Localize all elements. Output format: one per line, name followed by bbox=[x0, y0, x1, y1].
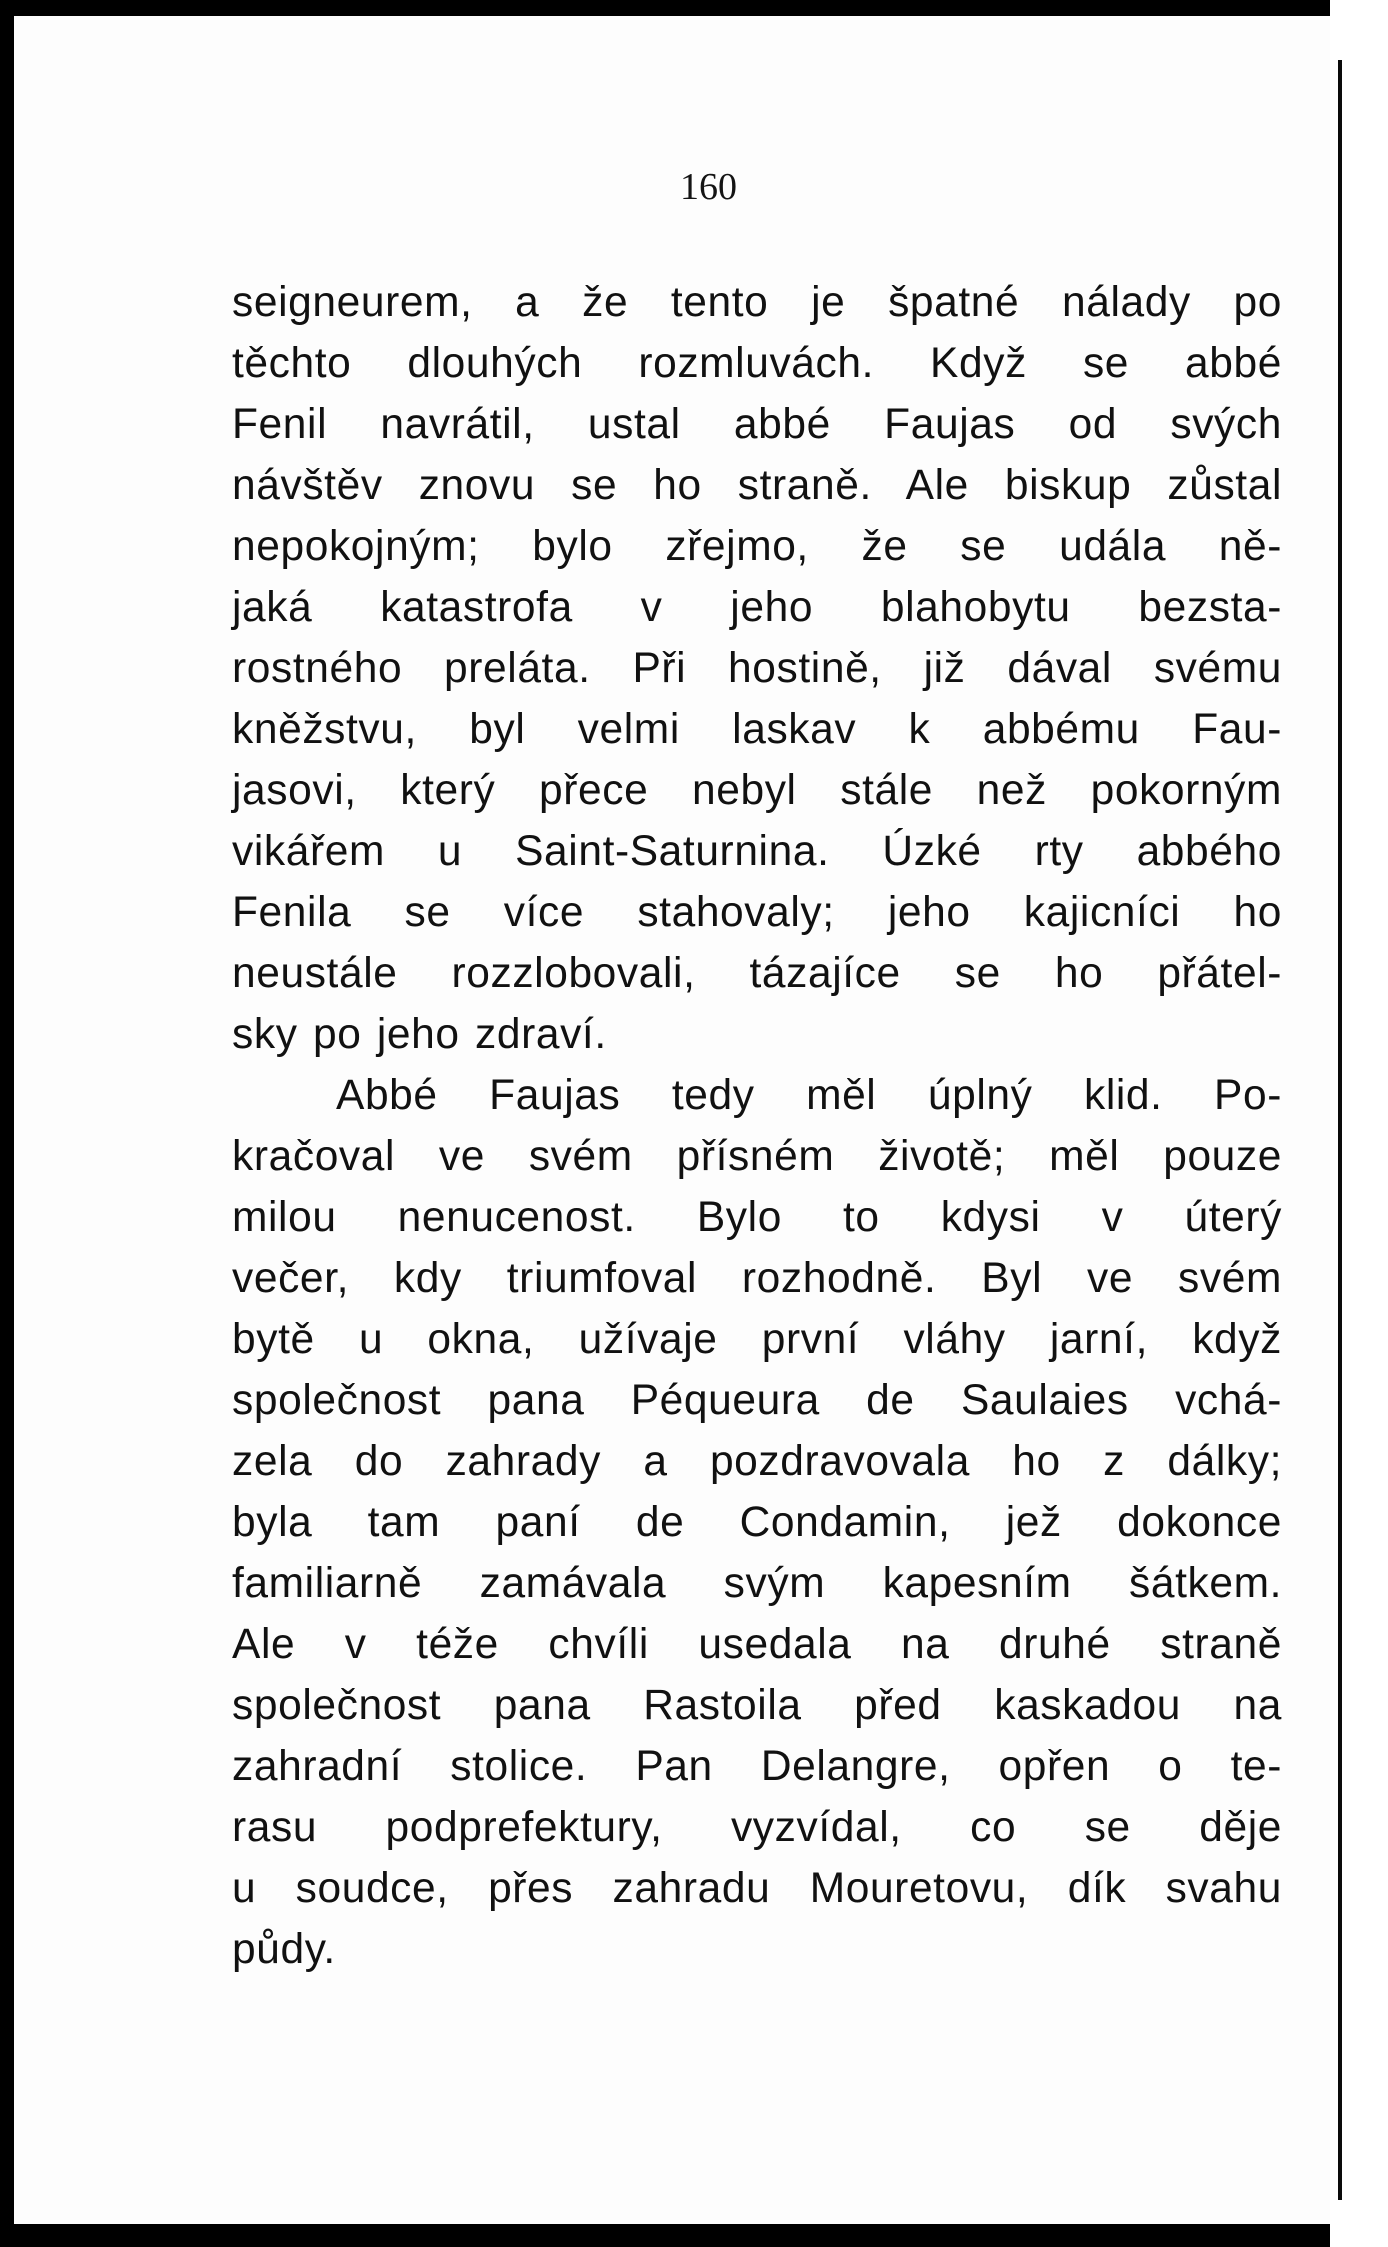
text-line: u soudce, přes zahradu Mouretovu, dík svahu bbox=[232, 1865, 1282, 1912]
text-line: zahradní stolice. Pan Delangre, opřen o te- bbox=[232, 1743, 1282, 1790]
page-number: 160 bbox=[680, 166, 737, 208]
text-line: jasovi, který přece nebyl stále než pokorným bbox=[232, 767, 1282, 814]
text-line: jaká katastrofa v jeho blahobytu bezsta- bbox=[232, 584, 1282, 631]
text-line: zela do zahrady a pozdravovala ho z dálky; bbox=[232, 1438, 1282, 1485]
text-line: kračoval ve svém přísném životě; měl pouze bbox=[232, 1133, 1282, 1180]
text-line: rostného preláta. Při hostině, již dával svému bbox=[232, 645, 1282, 692]
text-line: neustále rozzlobovali, tázajíce se ho přátel- bbox=[232, 950, 1282, 997]
text-line: vikářem u Saint-Saturnina. Úzké rty abbého bbox=[232, 828, 1282, 875]
text-line: Fenil navrátil, ustal abbé Faujas od svých bbox=[232, 401, 1282, 448]
text-line: návštěv znovu se ho straně. Ale biskup zůstal bbox=[232, 462, 1282, 509]
text-line: společnost pana Rastoila před kaskadou na bbox=[232, 1682, 1282, 1729]
text-line: těchto dlouhých rozmluvách. Když se abbé bbox=[232, 340, 1282, 387]
text-line: milou nenucenost. Bylo to kdysi v úterý bbox=[232, 1194, 1282, 1241]
text-line: Fenila se více stahovaly; jeho kajicníci ho bbox=[232, 889, 1282, 936]
text-line: familiarně zamávala svým kapesním šátkem. bbox=[232, 1560, 1282, 1607]
text-line: rasu podprefektury, vyzvídal, co se děje bbox=[232, 1804, 1282, 1851]
text-line: sky po jeho zdraví. bbox=[232, 1011, 607, 1058]
text-line: seigneurem, a že tento je špatné nálady po bbox=[232, 279, 1282, 326]
text-line: půdy. bbox=[232, 1926, 336, 1973]
text-line: večer, kdy triumfoval rozhodně. Byl ve svém bbox=[232, 1255, 1282, 1302]
text-line: Abbé Faujas tedy měl úplný klid. Po- bbox=[336, 1072, 1282, 1119]
text-line: kněžstvu, byl velmi laskav k abbému Fau- bbox=[232, 706, 1282, 753]
text-line: byla tam paní de Condamin, jež dokonce bbox=[232, 1499, 1282, 1546]
text-line: společnost pana Péqueura de Saulaies vchá- bbox=[232, 1377, 1282, 1424]
body-text bbox=[232, 272, 1282, 1980]
text-line: nepokojným; bylo zřejmo, že se udála ně- bbox=[232, 523, 1282, 570]
text-line: Ale v téže chvíli usedala na druhé straně bbox=[232, 1621, 1282, 1668]
text-line: bytě u okna, užívaje první vláhy jarní, když bbox=[232, 1316, 1282, 1363]
spine-edge bbox=[1338, 60, 1342, 2200]
